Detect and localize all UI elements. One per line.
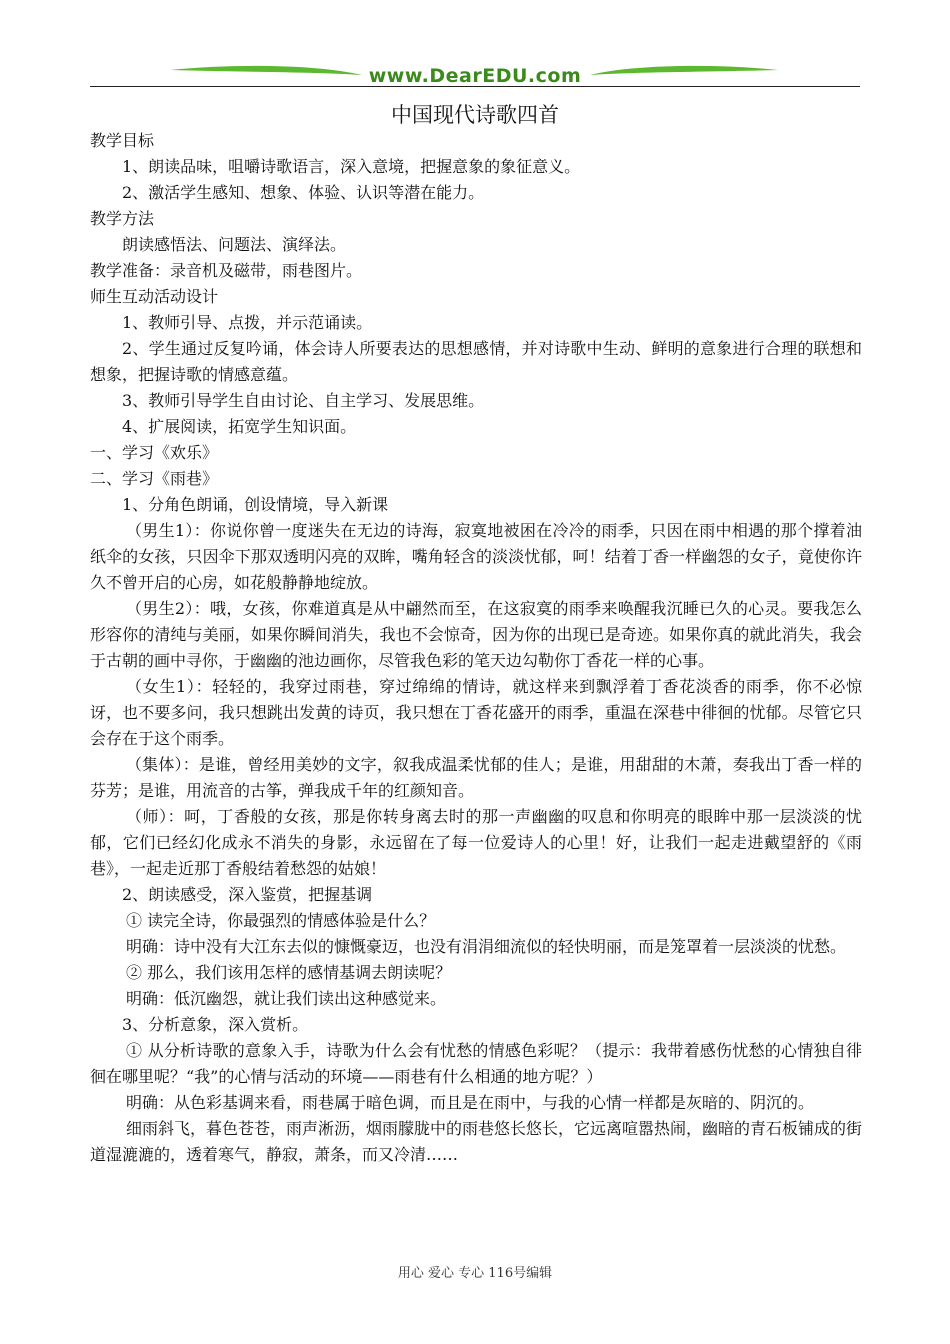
page-footer: 用心 爱心 专心 116号编辑 <box>397 1266 553 1281</box>
paragraph: 1、分角色朗诵，创设情境，导入新课 <box>122 495 389 514</box>
document-title: 中国现代诗歌四首 <box>391 103 559 127</box>
section-heading: 一、学习《欢乐》 <box>90 443 219 462</box>
paragraph: 朗读感悟法、问题法、演绎法。 <box>122 235 347 254</box>
paragraph: ② 那么，我们该用怎样的感情基调去朗读呢？ <box>126 963 452 982</box>
header-rule <box>90 86 860 87</box>
paragraph: 3、教师引导学生自由讨论、自主学习、发展思维。 <box>122 391 485 410</box>
paragraph: （集体）：是谁，曾经用美妙的文字，叙我成温柔忧郁的佳人；是谁，用甜甜的木萧，奏我出丁香一样的芬芳；是谁，用流音的古筝，弹我成千年的红颜知音。 <box>90 755 862 800</box>
paragraph: ① 从分析诗歌的意象入手，诗歌为什么会有忧愁的情感色彩呢？（提示：我带着感伤忧愁的心情独自徘徊在哪里呢？“我”的心情与活动的环境——雨巷有什么相通的地方呢？） <box>90 1041 862 1086</box>
paragraph: 明确：低沉幽怨，就让我们读出这种感觉来。 <box>126 989 447 1008</box>
paragraph: 2、学生通过反复吟诵，体会诗人所要表达的思想感情，并对诗歌中生动、鲜明的意象进行合理的联想和想象，把握诗歌的情感意蕴。 <box>90 339 862 384</box>
section-heading: 教学准备：录音机及磁带，雨巷图片。 <box>90 261 363 280</box>
paragraph: （女生1）：轻轻的，我穿过雨巷，穿过绵绵的情诗，就这样来到飘浮着丁香花淡香的雨季，你不必惊讶，也不要多问，我只想跳出发黄的诗页，我只想在丁香花盛开的雨季，重温在深巷中徘徊的忧郁。尽管它只会存在于这个雨季。 <box>90 677 862 748</box>
site-banner <box>90 60 860 94</box>
paragraph: 3、分析意象，深入赏析。 <box>122 1015 309 1034</box>
document-body <box>90 128 862 1168</box>
paragraph: 1、朗读品味，咀嚼诗歌语言，深入意境，把握意象的象征意义。 <box>122 157 581 176</box>
section-heading: 二、学习《雨巷》 <box>90 469 219 488</box>
paragraph: 2、激活学生感知、想象、体验、认识等潜在能力。 <box>122 183 485 202</box>
paragraph: 4、扩展阅读，拓宽学生知识面。 <box>122 417 357 436</box>
section-heading: 教学方法 <box>90 209 155 228</box>
section-heading: 教学目标 <box>90 131 155 150</box>
banner-url[interactable]: www.DearEDU.com <box>368 65 582 87</box>
paragraph: 明确：从色彩基调来看，雨巷属于暗色调，而且是在雨中，与我的心情一样都是灰暗的、阴沉的。 <box>126 1093 815 1112</box>
section-heading: 师生互动活动设计 <box>90 287 219 306</box>
paragraph: （男生2）：哦，女孩，你难道真是从中翩然而至，在这寂寞的雨季来唤醒我沉睡已久的心灵。要我怎么形容你的清纯与美丽，如果你瞬间消失，我也不会惊奇，因为你的出现已是奇迹。如果你真的就此消失，我会于古朝的画中寻你，于幽幽的池边画你，尽管我色彩的笔天边勾勒你丁香花一样的心事。 <box>90 599 862 670</box>
paragraph: 1、教师引导、点拨，并示范诵读。 <box>122 313 373 332</box>
paragraph: （师）：呵，丁香般的女孩，那是你转身离去时的那一声幽幽的叹息和你明亮的眼眸中那一层淡淡的忧郁，它们已经幻化成永不消失的身影，永远留在了每一位爱诗人的心里！好，让我们一起走进戴望舒的《雨巷》，一起走近那丁香般结着愁怨的姑娘！ <box>90 807 862 878</box>
paragraph: 明确：诗中没有大江东去似的慷慨豪迈，也没有涓涓细流似的轻快明丽，而是笼罩着一层淡淡的忧愁。 <box>126 937 847 956</box>
paragraph: ① 读完全诗，你最强烈的情感体验是什么？ <box>126 911 436 930</box>
paragraph: （男生1）：你说你曾一度迷失在无边的诗海，寂寞地被困在冷冷的雨季，只因在雨中相遇的那个撑着油纸伞的女孩，只因伞下那双透明闪亮的双眸，嘴角轻含的淡淡忧郁，呵！结着丁香一样幽怨的女子，竟使你许久不曾开启的心房，如花般静静地绽放。 <box>90 521 862 592</box>
paragraph: 细雨斜飞，暮色苍苍，雨声淅沥，烟雨朦胧中的雨巷悠长悠长，它远离喧嚣热闹，幽暗的青石板铺成的街道湿漉漉的，透着寒气，静寂，萧条，而又冷清…… <box>90 1119 863 1164</box>
paragraph: 2、朗读感受，深入鉴赏，把握基调 <box>122 885 373 904</box>
